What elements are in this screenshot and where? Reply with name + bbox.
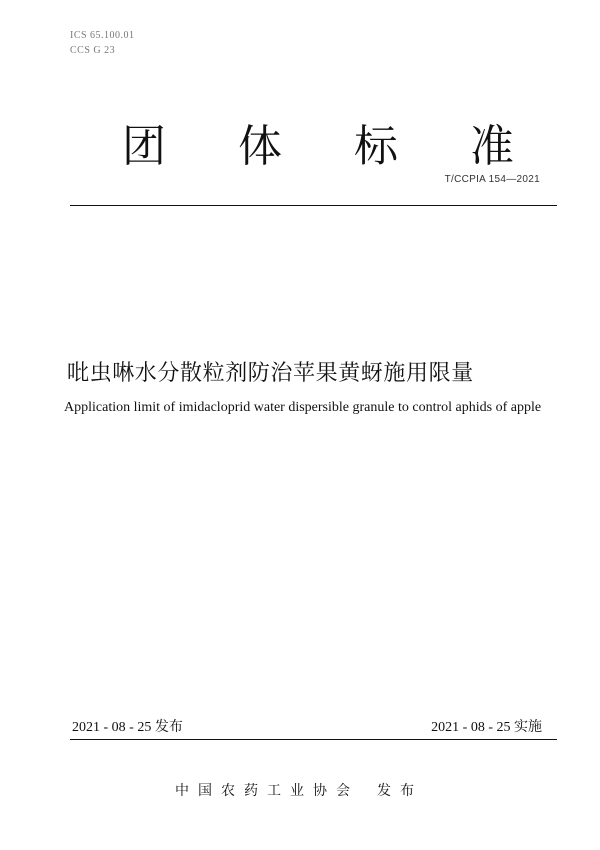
title-char-3: 标: [354, 121, 398, 172]
document-title-cn: 吡虫啉水分散粒剂防治苹果黄蚜施用限量: [67, 361, 474, 386]
footer-divider: [70, 739, 557, 740]
publisher-organization: 中国农药工业协会: [175, 783, 359, 799]
document-title-en: Application limit of imidacloprid water dispersible granule to control aphids of apple: [64, 400, 542, 415]
ics-code: ICS 65.100.01: [70, 30, 135, 41]
implementation-date: 2021 - 08 - 25 实施: [431, 720, 542, 735]
title-char-4: 准: [470, 121, 514, 172]
header-divider: [70, 205, 557, 206]
ccs-code: CCS G 23: [70, 45, 116, 56]
standard-number: T/CCPIA 154—2021: [444, 174, 540, 185]
release-date: 2021 - 08 - 25 发布: [72, 720, 183, 735]
title-char-2: 体: [238, 121, 282, 172]
publisher-action: 发布: [377, 783, 423, 799]
title-char-1: 团: [122, 121, 166, 172]
publisher-line: [175, 780, 423, 800]
